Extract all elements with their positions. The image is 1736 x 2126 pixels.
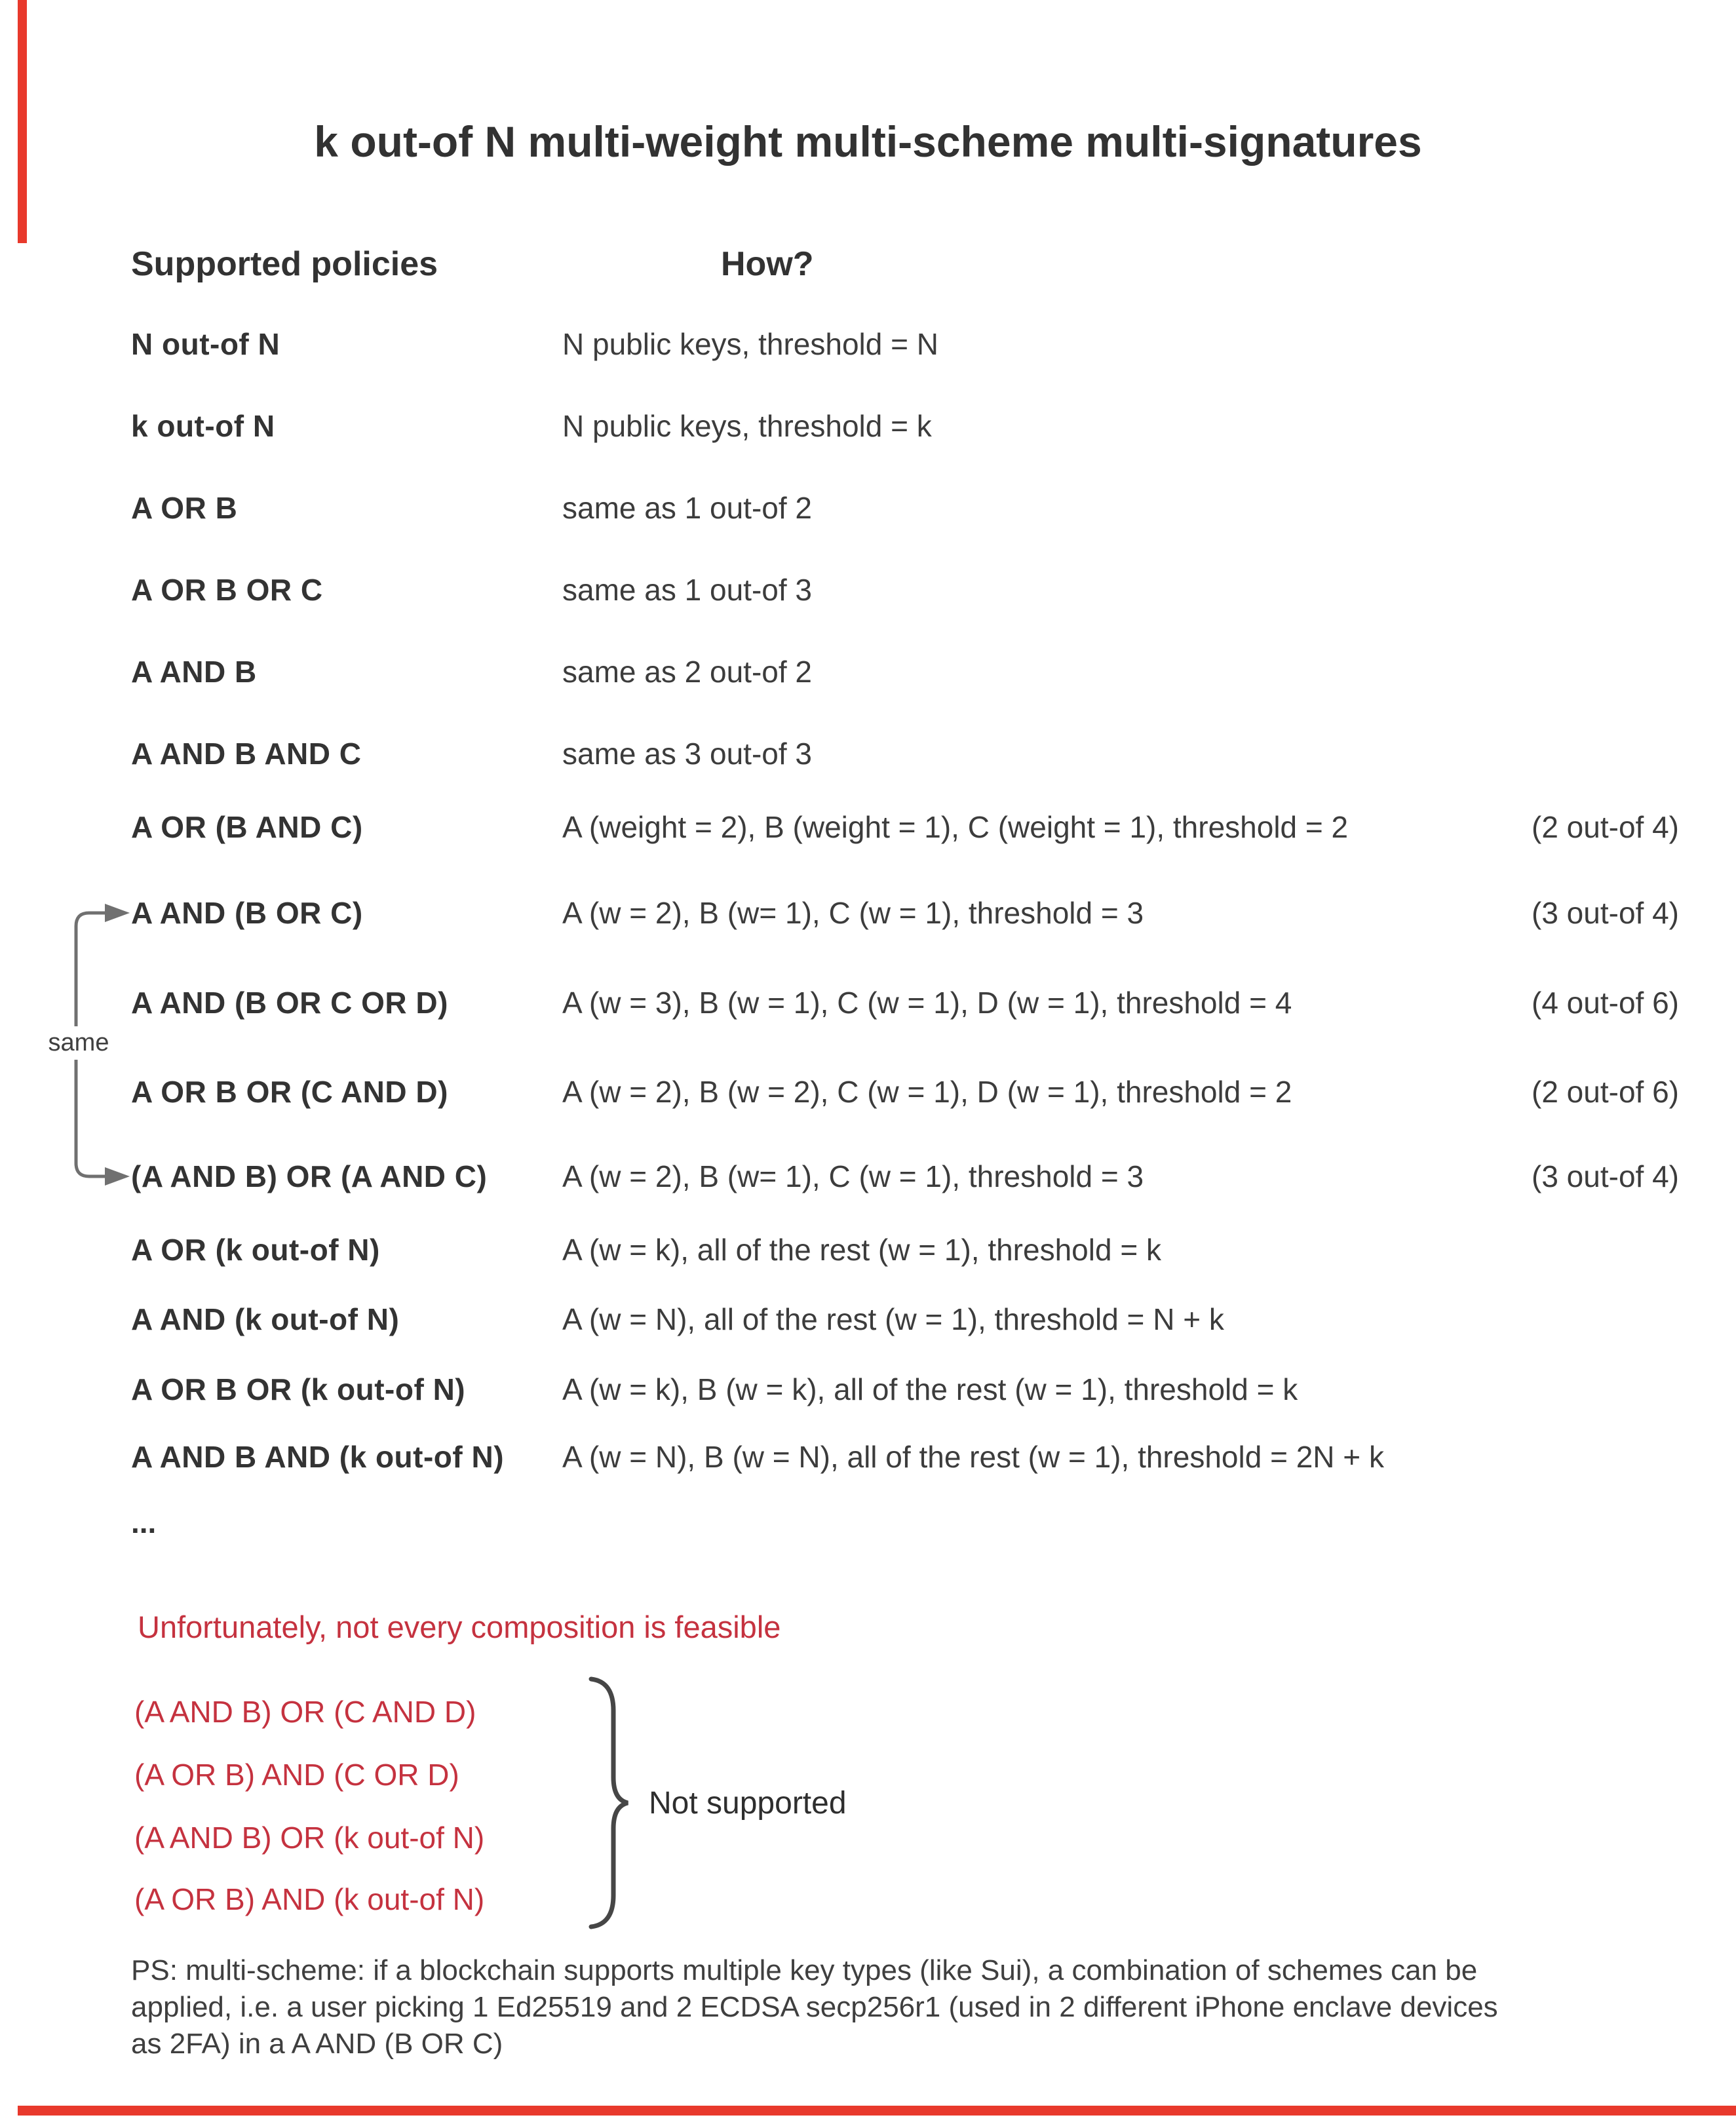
table-row [0,490,1736,526]
policy-label: A OR (k out-of N) [131,1233,380,1267]
infeasible-item: (A AND B) OR (C AND D) [134,1695,476,1729]
policy-how-cell: A (w = 2), B (w= 1), C (w = 1), threshold = 3 [562,896,1144,930]
table-row [0,326,1736,362]
column-header-policies: Supported policies [131,245,438,283]
policy-how-cell: same as 1 out-of 2 [562,491,812,525]
policy-how-cell: A (w = 2), B (w = 2), C (w = 1), D (w = 1), threshold = 2 [562,1075,1292,1109]
policy-label: A AND (B OR C) [131,896,363,930]
policy-note: (2 out-of 6) [1532,1075,1679,1109]
same-label: same [38,1026,119,1060]
not-supported-brace-icon [591,1679,628,1927]
policy-note: (3 out-of 4) [1532,896,1679,930]
policy-note: (2 out-of 4) [1532,810,1679,844]
policy-how-cell: A (w = 2), B (w= 1), C (w = 1), threshold = 3 [562,1159,1144,1193]
policy-label: N out-of N [131,327,280,361]
policy-label: A AND (k out-of N) [131,1302,400,1336]
policy-how-cell: same as 3 out-of 3 [562,737,812,771]
policy-label: A OR B OR (k out-of N) [131,1372,466,1406]
table-row [0,1231,1736,1268]
policy-label: A OR (B AND C) [131,810,363,844]
policy-how-cell: same as 1 out-of 3 [562,573,812,607]
policy-how-cell: A (w = N), all of the rest (w = 1), threshold = N + k [562,1302,1224,1336]
infeasible-heading: Unfortunately, not every composition is feasible [138,1610,781,1644]
policy-how-cell: A (w = k), all of the rest (w = 1), threshold = k [562,1233,1161,1267]
policy-label: A AND B [131,655,257,689]
policy-label: (A AND B) OR (A AND C) [131,1159,488,1193]
policy-label: A AND B AND C [131,737,362,771]
ellipsis-row: ... [131,1505,157,1539]
policy-note: (3 out-of 4) [1532,1159,1679,1193]
infeasible-item: (A OR B) AND (C OR D) [134,1758,459,1792]
table-row [0,408,1736,444]
policy-how-cell: N public keys, threshold = k [562,409,932,443]
policy-how-cell: A (w = N), B (w = N), all of the rest (w = 1), threshold = 2N + k [562,1440,1384,1474]
table-row [0,571,1736,608]
policy-how-cell: N public keys, threshold = N [562,327,938,361]
policy-how-cell: A (weight = 2), B (weight = 1), C (weight = 1), threshold = 2 [562,810,1349,844]
policy-how-cell: A (w = 3), B (w = 1), C (w = 1), D (w = 1), threshold = 4 [562,986,1292,1020]
policy-how-cell: A (w = k), B (w = k), all of the rest (w = 1), threshold = k [562,1372,1298,1406]
column-header-how: How? [721,245,814,283]
policy-label: A OR B OR (C AND D) [131,1075,448,1109]
policy-label: A OR B OR C [131,573,323,607]
table-row [0,1439,1736,1475]
infeasible-item: (A AND B) OR (k out-of N) [134,1821,485,1855]
table-row [0,1073,1736,1110]
table-row [0,1158,1736,1195]
footnote-line: as 2FA) in a A AND (B OR C) [131,2028,503,2060]
policy-label: A AND B AND (k out-of N) [131,1440,505,1474]
footnote [131,1952,1678,2062]
table-row [0,1371,1736,1408]
footnote-line: PS: multi-scheme: if a blockchain supports multiple key types (like Sui), a combination of schemes can be [131,1954,1478,1986]
policy-how-cell: same as 2 out-of 2 [562,655,812,689]
policy-label: A AND (B OR C OR D) [131,986,448,1020]
table-row [0,895,1736,931]
table-row [0,1301,1736,1338]
infeasible-item: (A OR B) AND (k out-of N) [134,1882,485,1916]
table-row [0,653,1736,690]
table-row [0,984,1736,1021]
not-supported-label: Not supported [649,1786,847,1821]
page-title: k out-of N multi-weight multi-scheme multi-signatures [314,117,1422,166]
policy-label: k out-of N [131,409,275,443]
table-row [0,809,1736,845]
red-frame-bottom-edge [18,2106,1736,2116]
policy-label: A OR B [131,491,238,525]
policy-note: (4 out-of 6) [1532,986,1679,1020]
table-row [0,735,1736,772]
footnote-line: applied, i.e. a user picking 1 Ed25519 and 2 ECDSA secp256r1 (used in 2 different iPhone enclave devices [131,1991,1498,2023]
